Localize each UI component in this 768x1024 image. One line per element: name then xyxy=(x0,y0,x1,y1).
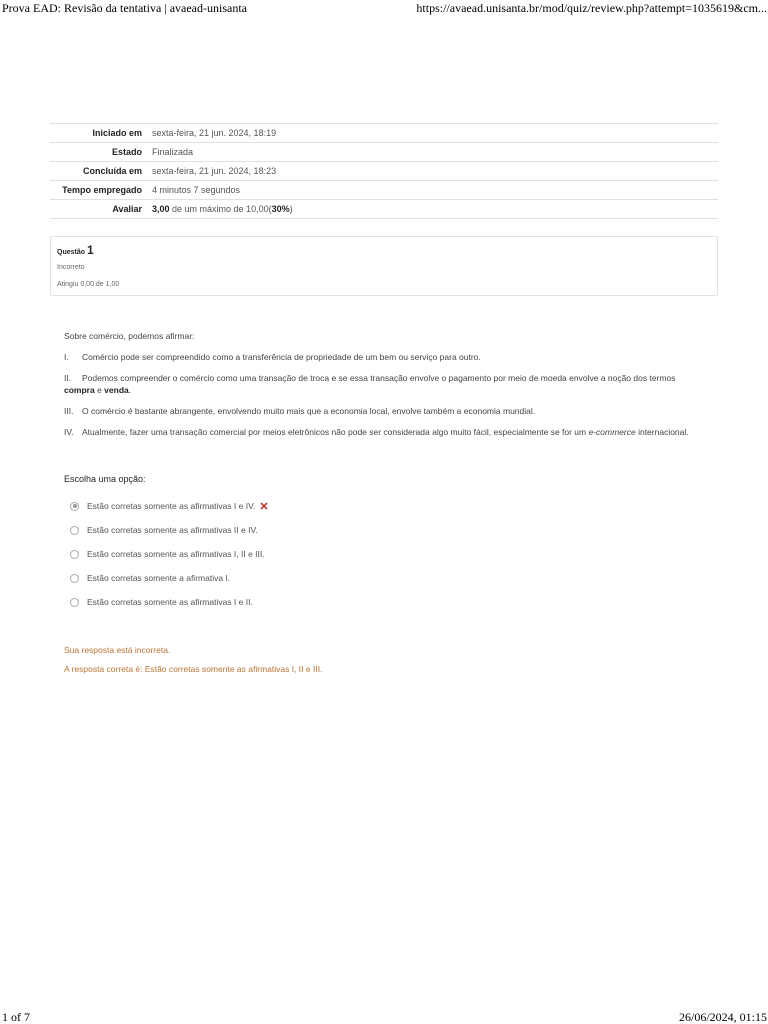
summary-row-grade xyxy=(50,200,718,219)
summary-row-completed xyxy=(50,162,718,181)
answer-option-label: Estão corretas somente as afirmativas I e II. xyxy=(87,597,253,607)
answer-option-b[interactable] xyxy=(70,518,690,542)
radio-button-selected[interactable] xyxy=(70,502,79,511)
statement-text: internacional. xyxy=(635,427,689,437)
statement-bold-term: compra xyxy=(64,385,95,395)
feedback-correct-answer: A resposta correta é: Estão corretas somente as afirmativas I, II e III. xyxy=(64,664,323,674)
statement-text: . xyxy=(128,385,132,395)
statement-2 xyxy=(64,372,704,396)
statement-text: e xyxy=(94,385,105,395)
statement-italic-term: e-commerce xyxy=(588,427,636,437)
statement-number: I. xyxy=(64,352,69,362)
summary-label: Tempo empregado xyxy=(62,185,142,195)
print-footer xyxy=(0,1010,768,1024)
question-number-line xyxy=(57,243,711,260)
answer-prompt: Escolha uma opção: xyxy=(64,474,146,484)
summary-row-time-taken xyxy=(50,181,718,200)
summary-value: Finalizada xyxy=(152,147,194,157)
radio-button[interactable] xyxy=(70,598,79,607)
answer-option-e[interactable] xyxy=(70,590,690,614)
answer-option-label: Estão corretas somente as afirmativas I e IV. xyxy=(87,501,256,511)
question-info-box xyxy=(50,236,718,296)
summary-row-state xyxy=(50,143,718,162)
summary-label: Avaliar xyxy=(112,204,142,214)
question-text xyxy=(64,330,704,447)
summary-value: sexta-feira, 21 jun. 2024, 18:23 xyxy=(152,166,277,176)
question-state: Incorreto xyxy=(57,264,85,271)
answer-feedback xyxy=(64,645,322,683)
statement-bold-term: venda xyxy=(104,385,129,395)
statement-text: Podemos compreender o comércio como uma transação de troca e se essa transação envolve o pagamento por meio de moeda envolve a noção dos termos xyxy=(82,373,676,383)
answer-option-d[interactable] xyxy=(70,566,690,590)
print-page-title: Prova EAD: Revisão da tentativa | avaead-unisanta xyxy=(2,1,247,15)
summary-value: 4 minutos 7 segundos xyxy=(152,185,241,195)
summary-value: sexta-feira, 21 jun. 2024, 18:19 xyxy=(152,128,277,138)
question-intro: Sobre comércio, podemos afirmar: xyxy=(64,331,195,341)
summary-value-grade xyxy=(147,200,718,219)
statement-number: III. xyxy=(64,406,74,416)
answer-options xyxy=(70,494,690,614)
answer-option-a[interactable] xyxy=(70,494,690,518)
statement-text: Atualmente, fazer uma transação comercial por meios eletrônicos não pode ser considerada algo muito fácil, especialmente se for um xyxy=(82,427,589,437)
statement-number: IV. xyxy=(64,427,74,437)
statement-text: O comércio é bastante abrangente, envolvendo muito mais que a economia local, envolve também a economia mundial. xyxy=(82,406,536,416)
statement-1 xyxy=(64,351,704,363)
summary-label: Concluída em xyxy=(82,166,142,176)
print-page-number: 1 of 7 xyxy=(2,1010,30,1024)
question-number: 1 xyxy=(86,243,94,257)
attempt-summary-table xyxy=(50,123,718,219)
statement-number: II. xyxy=(64,373,72,383)
radio-button[interactable] xyxy=(70,574,79,583)
statement-4 xyxy=(64,426,704,438)
answer-option-label: Estão corretas somente as afirmativas I, II e III. xyxy=(87,549,265,559)
print-datetime: 26/06/2024, 01:15 xyxy=(678,1010,767,1024)
feedback-result: Sua resposta está incorreta. xyxy=(64,645,171,655)
question-mark: Atingiu 0,00 de 1,00 xyxy=(57,281,120,288)
grade-middle: de um máximo de 10,00( xyxy=(169,204,272,214)
answer-option-c[interactable] xyxy=(70,542,690,566)
answer-option-label: Estão corretas somente a afirmativa I. xyxy=(87,573,231,583)
radio-button[interactable] xyxy=(70,526,79,535)
summary-label: Iniciado em xyxy=(92,128,142,138)
summary-row-started xyxy=(50,124,718,143)
print-page-url: https://avaead.unisanta.br/mod/quiz/review.php?attempt=1035619&cm... xyxy=(416,1,767,15)
summary-label: Estado xyxy=(111,147,142,157)
statement-text: Comércio pode ser compreendido como a transferência de propriedade de um bem ou serviço para outro. xyxy=(82,352,481,362)
grade-end: ) xyxy=(289,204,293,214)
radio-button[interactable] xyxy=(70,550,79,559)
print-header xyxy=(0,0,768,18)
grade-score: 3,00 xyxy=(152,204,170,214)
question-prefix: Questão xyxy=(57,249,86,256)
incorrect-icon: ✕ xyxy=(259,500,269,513)
answer-option-label: Estão corretas somente as afirmativas II e IV. xyxy=(87,525,258,535)
grade-percent: 30% xyxy=(271,204,290,214)
statement-3 xyxy=(64,405,704,417)
